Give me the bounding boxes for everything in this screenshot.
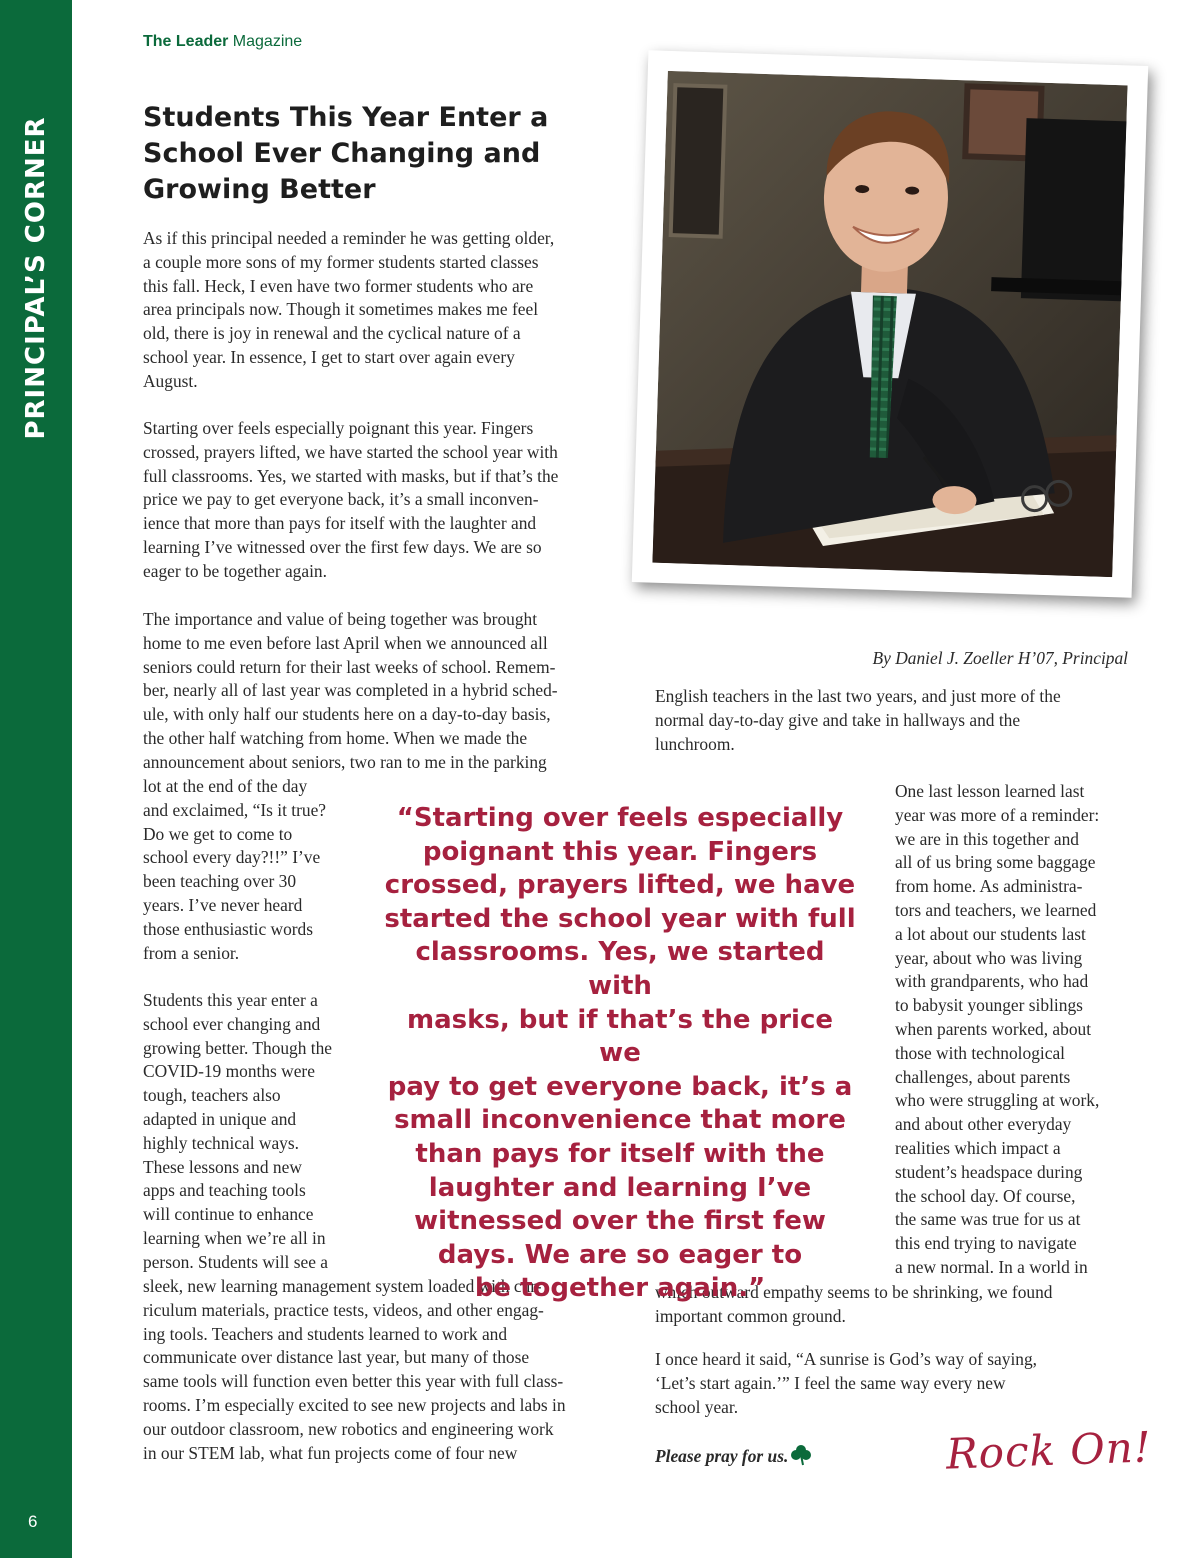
masthead-brand-bold: The Leader (143, 33, 229, 50)
paragraph-2: Starting over feels especially poignant this year. Fingers crossed, prayers lifted, we have started the school year with full classrooms. Yes, we started with masks, but if that’s the price we pay to get everyone back, it’s a small inconven- ience that more than pays for itself with the laughter and learning I’ve witnessed over the first few days. We are so eager to be together again. (143, 418, 559, 581)
section-title: PRINCIPAL’S CORNER (21, 116, 51, 440)
signoff: Rock On! (945, 1422, 1153, 1479)
closing-text: Please pray for us. (655, 1446, 789, 1466)
paragraph-6b: which outward empathy seems to be shrinking, we found important common ground. (655, 1282, 1053, 1326)
paragraph-6a: One last lesson learned last year was more of a reminder: we are in this together and all of us bring some baggage from home. As administra- tors and teachers, we learned a lot about our students last year, about who was living with grandparents, who had to babysit younger siblings when parents worked, about those with technological challenges, about parents who were struggling at work, and about other everyday realities which impact a student’s headspace during the school day. Of course, the same was true for us at this end trying to navigate a new normal. In a world in (895, 781, 1100, 1277)
masthead (143, 33, 302, 51)
page-number: 6 (28, 1512, 38, 1531)
paragraph-4a: Students this year enter a school ever changing and growing better. Though the COVID-19 months were tough, teachers also adapted in unique and highly technical ways. These lessons and new apps and teaching tools will continue to enhance learning when we’re all in person. Students will see a (143, 990, 333, 1272)
shamrock-icon (790, 1444, 812, 1471)
paragraph-7: I once heard it said, “A sunrise is God’s way of saying, ‘Let’s start again.’” I feel the same way every new school year. (655, 1349, 1038, 1417)
paragraph-4b: sleek, new learning management system loaded with cur- riculum materials, practice tests, videos, and other engag- ing tools. Teachers and students learned to work and communicate over distance last year, but many of those same tools will function even better this year with full class- rooms. I’m especially excited to see new projects and labs in our outdoor classroom, new robotics and engineering work in our STEM lab, what fun projects come of four new (143, 1276, 566, 1463)
closing-line (655, 1444, 812, 1471)
paragraph-3b: lot at the end of the day and exclaimed, “Is it true? Do we get to come to school every day?!!” I’ve been teaching over 30 years. I’ve never heard those enthusiastic words from a senior. (143, 776, 327, 963)
paragraph-5: English teachers in the last two years, and just more of the normal day-to-day give and take in hallways and the lunchroom. (655, 686, 1061, 754)
byline: By Daniel J. Zoeller H’07, Principal (872, 648, 1128, 668)
principal-photo (632, 50, 1148, 597)
paragraph-3a: The importance and value of being together was brought home to me even before last April when we announced all seniors could return for their last weeks of school. Remem- ber, nearly all of last year was completed in a hybrid sched- ule, with only half our students here on a day-to-day basis, the other half watching from home. When we made the announcement about seniors, two ran to me in the parking (143, 609, 558, 772)
pull-quote: “Starting over feels especially poignant this year. Fingers crossed, prayers lifted, we have started the school year with full classrooms. Yes, we started with masks, but if that’s the price we pay to get everyone back, it’s a small inconvenience that more than pays for itself with the laughter and learning I’ve witnessed over the first few days. We are so eager to be together again.” (384, 803, 856, 1304)
paragraph-1: As if this principal needed a reminder he was getting older, a couple more sons of my former students started classes this fall. Heck, I even have two former students who are area principals now. Though it sometimes makes me feel old, there is joy in renewal and the cyclical nature of a school year. In essence, I get to start over again every August. (143, 228, 555, 391)
article-title: Students This Year Enter a School Ever Changing and Growing Better (143, 102, 549, 205)
sidebar-band (0, 0, 72, 1558)
principal-photo-image (652, 71, 1127, 577)
masthead-brand-light: Magazine (228, 33, 303, 50)
